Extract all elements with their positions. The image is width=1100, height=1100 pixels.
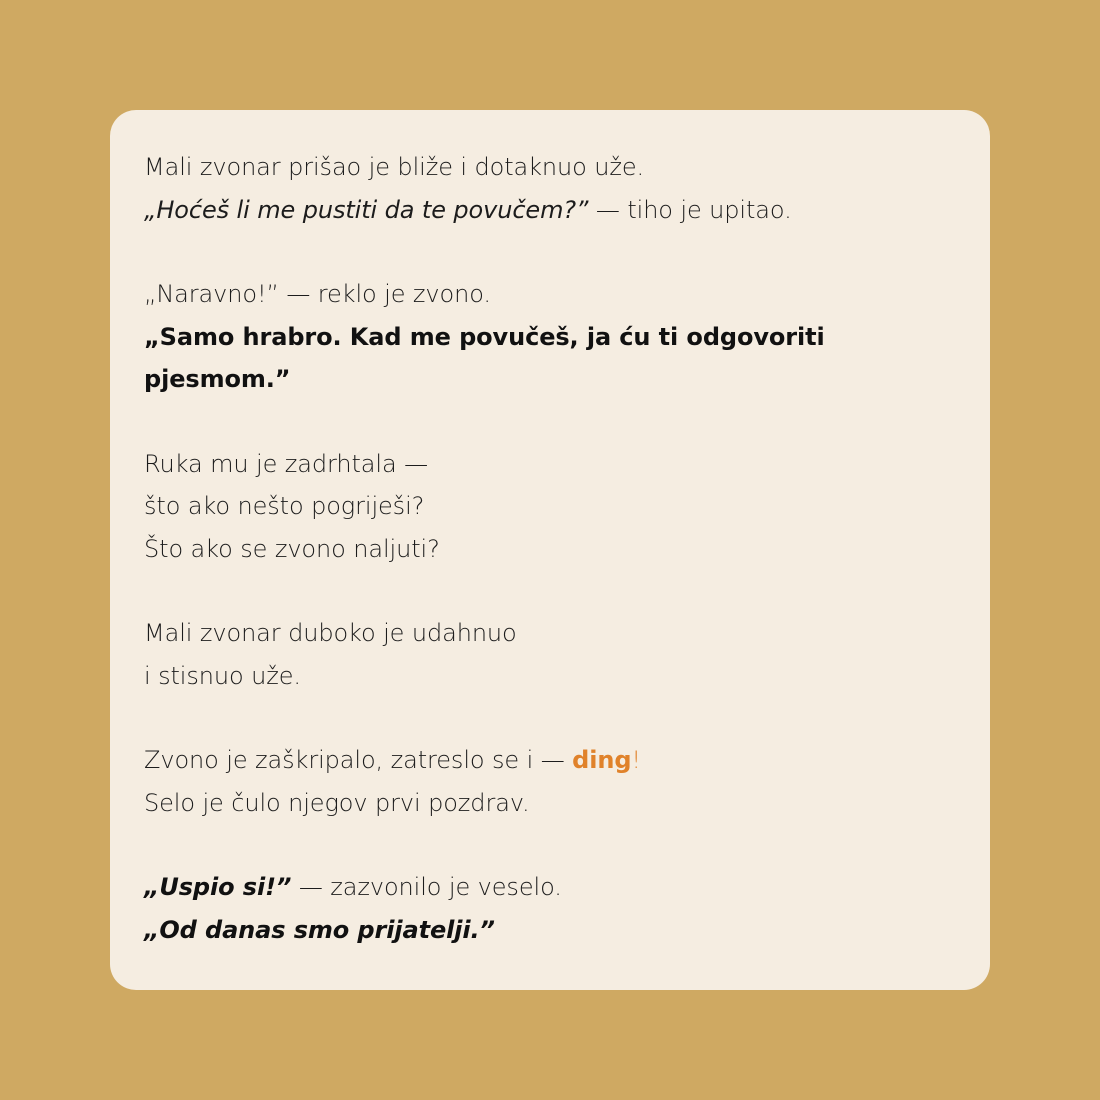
p2-line-1: „Naravno!” — reklo je zvono. — [144, 280, 491, 308]
p1-line-2-rest: — tiho je upitao. — [588, 195, 792, 224]
paragraph-6 — [144, 866, 956, 951]
p1-question-quote: „Hoćeš li me pustiti da te povučem?” — [144, 195, 589, 224]
ding-word: ding — [572, 746, 632, 774]
p2-bold-quote: „Samo hrabro. Kad me povučeš, ja ću ti odgovoriti pjesmom.” — [144, 322, 825, 393]
p6-line-1-rest: — zazvonilo je veselo. — [291, 873, 562, 901]
p6-success-quote: „Uspio si!” — [144, 873, 292, 901]
paragraph-1 — [144, 146, 956, 231]
paragraph-4 — [144, 612, 956, 697]
paragraph-2 — [144, 273, 956, 401]
p3-line-1: Ruka mu je zadrhtala — — [144, 449, 429, 478]
p5-line-1 — [144, 739, 956, 782]
paragraph-gap — [144, 401, 956, 443]
p4-line-1: Mali zvonar duboko je udahnuo — [144, 619, 517, 647]
p3-line-3: Što ako se zvono naljuti? — [144, 534, 440, 563]
paragraph-5 — [144, 739, 956, 824]
paragraph-gap — [144, 824, 956, 866]
paragraph-gap — [144, 697, 956, 739]
ding-exclamation: ! — [631, 746, 641, 774]
p1-line-2 — [144, 189, 956, 232]
paragraph-gap — [144, 570, 956, 612]
p5-line-2: Selo je čulo njegov prvi pozdrav. — [144, 788, 530, 817]
p1-line-1: Mali zvonar prišao je bliže i dotaknuo uže. — [144, 153, 645, 181]
p6-line-1 — [144, 866, 956, 909]
p4-line-2: i stisnuo uže. — [144, 661, 301, 690]
p3-line-2: što ako nešto pogriješi? — [144, 492, 425, 520]
paragraph-3 — [144, 443, 956, 571]
p5-line-1-before: Zvono je zaškripalo, zatreslo se i — — [144, 746, 573, 774]
p6-friends-quote: „Od danas smo prijatelji.” — [144, 915, 495, 944]
paragraph-gap — [144, 231, 956, 273]
story-card — [110, 110, 990, 990]
